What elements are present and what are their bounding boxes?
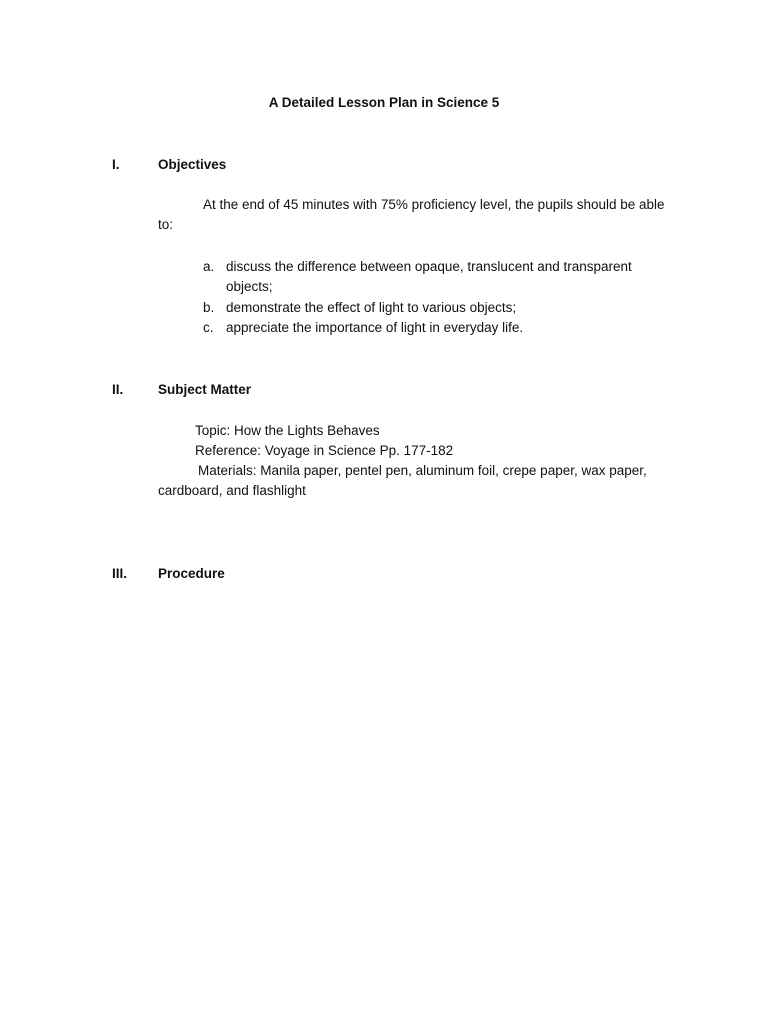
subject-reference: Reference: Voyage in Science Pp. 177-182 — [195, 443, 454, 458]
section-number-procedure: III. — [112, 566, 128, 581]
section-heading-procedure: Procedure — [158, 566, 225, 581]
document-title: A Detailed Lesson Plan in Science 5 — [268, 95, 500, 110]
section-number-subject-matter: II. — [112, 382, 124, 397]
subject-materials: Materials: Manila paper, pentel pen, aluminum foil, crepe paper, wax paper, cardboard, and flashlight — [158, 463, 647, 498]
section-heading-subject-matter: Subject Matter — [158, 382, 252, 397]
section-heading-objectives: Objectives — [158, 157, 227, 172]
objective-item-text: appreciate the importance of light in everyday life. — [226, 320, 524, 335]
subject-materials-paragraph — [158, 461, 678, 501]
objectives-intro-paragraph — [158, 195, 668, 235]
objective-item — [203, 257, 663, 297]
list-marker: c. — [203, 320, 214, 335]
objective-item — [203, 318, 663, 338]
list-marker: a. — [203, 259, 215, 274]
section-number-objectives: I. — [112, 157, 120, 172]
subject-topic: Topic: How the Lights Behaves — [195, 423, 380, 438]
list-marker: b. — [203, 300, 215, 315]
objectives-intro-text: At the end of 45 minutes with 75% proficiency level, the pupils should be able to: — [158, 197, 665, 232]
objective-item-text: demonstrate the effect of light to various objects; — [226, 300, 517, 315]
objective-item-text: discuss the difference between opaque, translucent and transparent objects; — [226, 259, 632, 294]
objective-item — [203, 298, 663, 318]
